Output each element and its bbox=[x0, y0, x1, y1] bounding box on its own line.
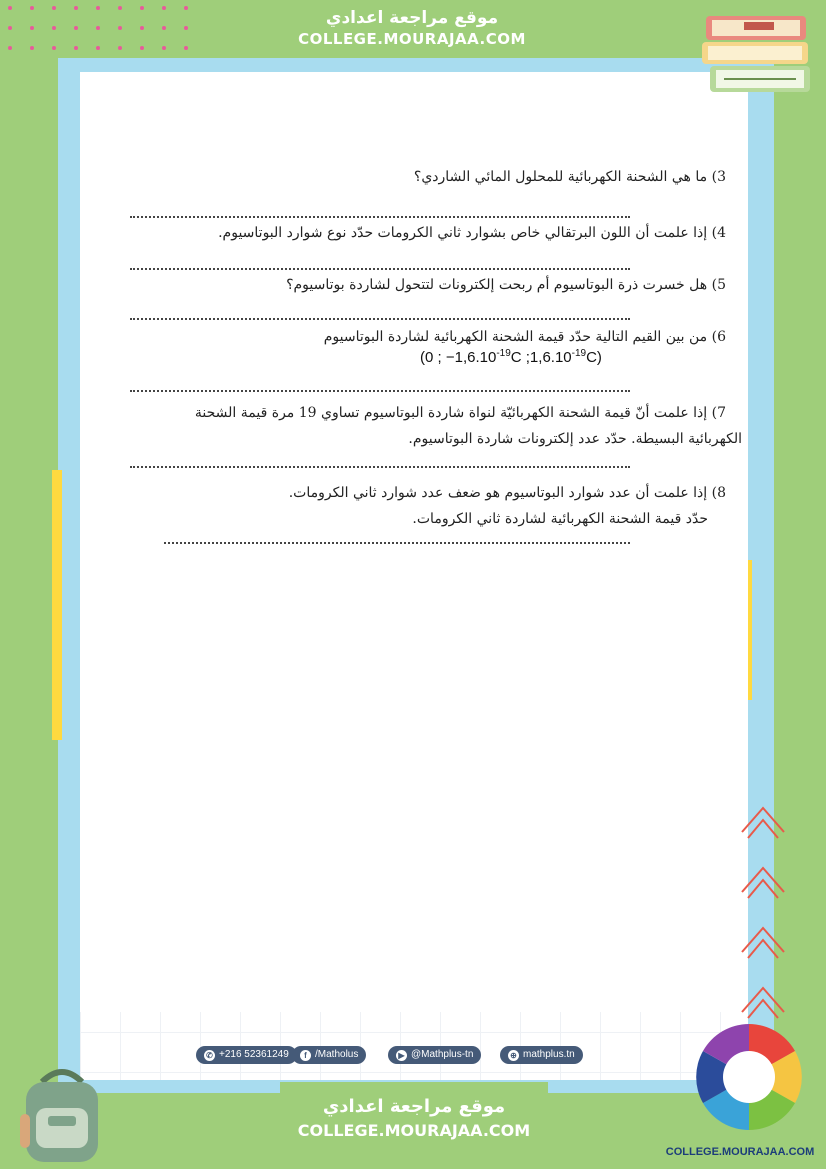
question-number: 4) bbox=[711, 225, 726, 241]
footer-banner bbox=[280, 1082, 548, 1166]
question-number: 3) bbox=[711, 169, 726, 185]
subjects-wheel-logo bbox=[696, 1024, 802, 1130]
formula-exponent: -19 bbox=[496, 348, 511, 359]
website-link[interactable] bbox=[500, 1046, 583, 1064]
header-site-link[interactable]: COLLEGE.MOURAJAA.COM bbox=[298, 30, 526, 48]
question-text: إذا علمت أن عدد شوارد البوتاسيوم هو ضعف عدد شوارد ثاني الكرومات. bbox=[288, 485, 708, 501]
charge-values bbox=[420, 348, 602, 366]
question-text: إذا علمت أنّ قيمة الشحنة الكهربائيّة لنواة شاردة البوتاسيوم تساوي 19 مرة قيمة الشحنة bbox=[194, 405, 708, 421]
question-number: 6) bbox=[711, 329, 726, 345]
formula-exponent: -19 bbox=[571, 348, 587, 359]
question-text: إذا علمت أن اللون البرتقالي خاص بشوارد ثاني الكرومات حدّد نوع شوارد البوتاسيوم. bbox=[218, 225, 708, 241]
phone-contact[interactable] bbox=[196, 1046, 297, 1064]
chevron-up-icon bbox=[738, 916, 788, 966]
youtube-link[interactable] bbox=[388, 1046, 481, 1064]
question-6 bbox=[324, 324, 726, 350]
brand-label: COLLEGE.MOURAJAA.COM bbox=[665, 1146, 815, 1158]
footer-site-link[interactable]: COLLEGE.MOURAJAA.COM bbox=[297, 1121, 531, 1140]
phone-icon: ✆ bbox=[204, 1050, 215, 1061]
answer-line bbox=[130, 268, 630, 270]
formula-part: (0 ; −1,6.10 bbox=[420, 349, 497, 366]
question-4 bbox=[218, 220, 726, 246]
question-text-line2: الكهربائية البسيطة. حدّد عدد إلكترونات شاردة البوتاسيوم. bbox=[408, 431, 742, 447]
decorative-dots bbox=[0, 0, 200, 60]
answer-line bbox=[130, 318, 630, 320]
chevron-up-icon bbox=[738, 856, 788, 906]
phone-number: +216 52361249 bbox=[219, 1049, 289, 1060]
globe-icon: ⊕ bbox=[508, 1050, 519, 1061]
question-5 bbox=[286, 272, 726, 298]
question-3 bbox=[414, 164, 726, 190]
question-number: 8) bbox=[711, 485, 726, 501]
question-7 bbox=[194, 400, 742, 452]
backpack-icon bbox=[8, 1058, 116, 1166]
question-text-line2: حدّد قيمة الشحنة الكهربائية لشاردة ثاني الكرومات. bbox=[412, 511, 708, 527]
youtube-icon: ▶ bbox=[396, 1050, 407, 1061]
question-8 bbox=[289, 480, 726, 532]
answer-line bbox=[130, 216, 630, 218]
facebook-handle: /Matholus bbox=[315, 1049, 359, 1060]
chevron-up-icon bbox=[738, 796, 788, 846]
youtube-handle: @Mathplus-tn bbox=[411, 1049, 474, 1060]
facebook-link[interactable] bbox=[292, 1046, 366, 1064]
formula-part: C) bbox=[586, 349, 602, 366]
answer-line bbox=[164, 542, 630, 544]
formula-part: C ;1,6.10 bbox=[510, 349, 572, 366]
question-text: من بين القيم التالية حدّد قيمة الشحنة الكهربائية لشاردة البوتاسيوم bbox=[323, 329, 708, 345]
header-arabic-title: موقع مراجعة اعدادي bbox=[325, 8, 499, 28]
header-banner bbox=[262, 2, 562, 56]
question-number: 5) bbox=[711, 277, 726, 293]
facebook-icon: f bbox=[300, 1050, 311, 1061]
answer-line bbox=[130, 466, 630, 468]
question-text: هل خسرت ذرة البوتاسيوم أم ربحت إلكترونات لتتحول لشاردة بوتاسيوم؟ bbox=[286, 277, 708, 293]
footer-arabic-title: موقع مراجعة اعدادي bbox=[322, 1096, 506, 1117]
chevron-up-icon bbox=[738, 976, 788, 1026]
yellow-accent-left bbox=[52, 470, 62, 740]
website-url: mathplus.tn bbox=[523, 1049, 575, 1060]
question-number: 7) bbox=[711, 405, 726, 421]
books-illustration bbox=[700, 8, 818, 100]
answer-line bbox=[130, 390, 630, 392]
question-text: ما هي الشحنة الكهربائية للمحلول المائي الشاردي؟ bbox=[413, 169, 708, 185]
